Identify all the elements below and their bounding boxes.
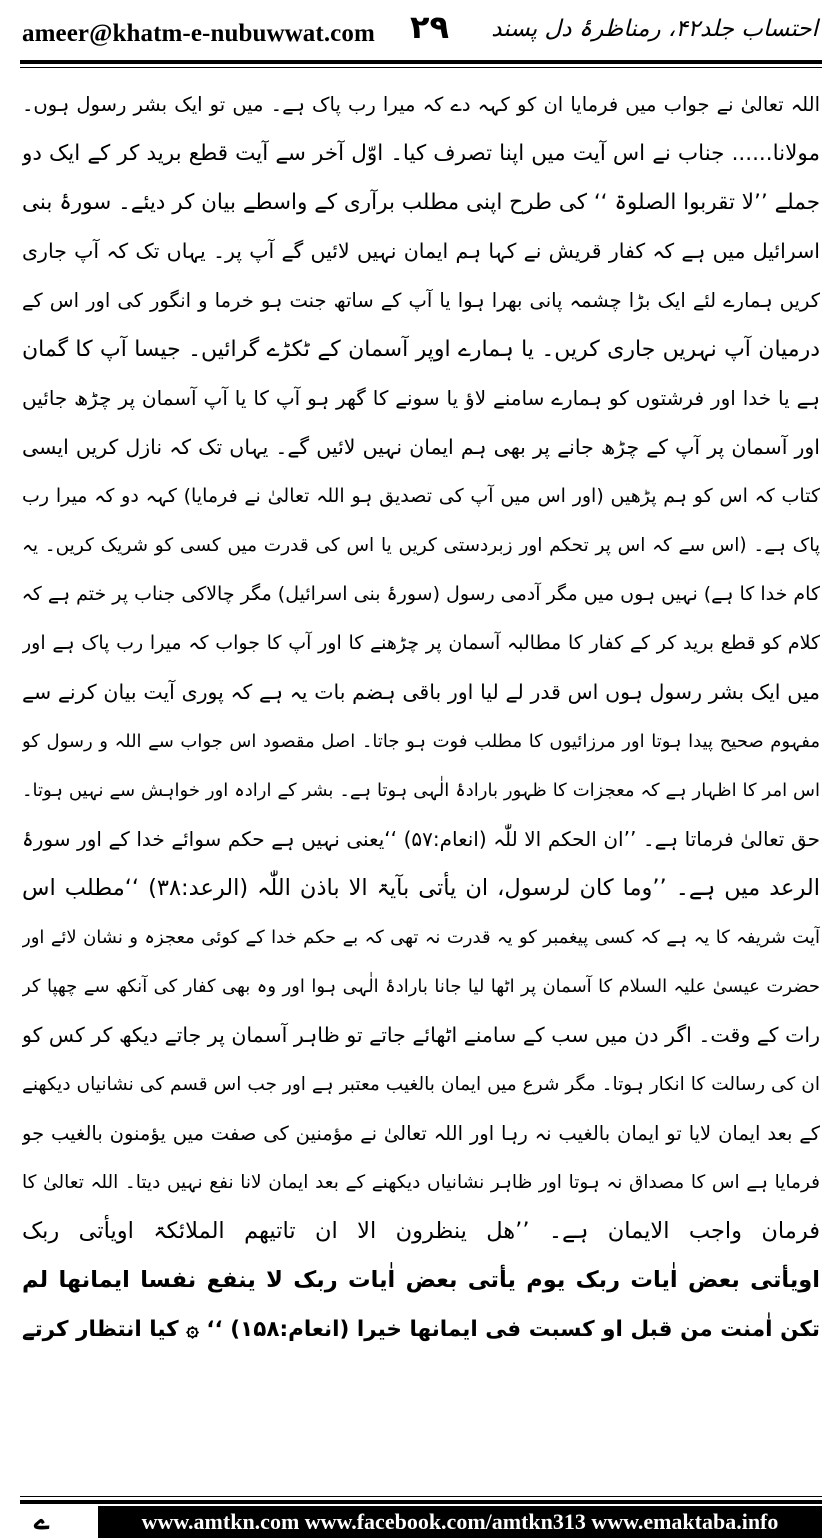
text-line: درمیان آپ نہریں جاری کریں۔ یا ہمارے اوپر آسمان کے ٹکڑے گرائیں۔ جیسا آپ کا گمان	[22, 337, 820, 362]
text-line: آیت شریفہ کا یہ ہے کہ کسی پیغمبر کو یہ قدرت نہ تھی کہ بے حکم خدا کے کوئی معجزہ و نشان لائے اور	[22, 927, 820, 948]
text-line: ان کی رسالت کا انکار ہوتا۔ مگر شرع میں ایمان بالغیب معتبر ہے اور جب اس قسم کی نشانیاں دیکھنے	[22, 1074, 820, 1095]
text-line: تکن اٰمنت من قبل او کسبت فی ایمانھا خیرا (انعام:۱۵۸) ‘‘ ۞ کیا انتظار کرتے	[22, 1317, 820, 1342]
sheet-mark: ے	[20, 1506, 95, 1538]
text-line: اویأتی بعض اٰیات ربک یوم یأتی بعض اٰیات ربک لا ینفع نفسا ایمانھا لم	[22, 1267, 820, 1293]
page-number: ۲۹	[410, 8, 450, 46]
text-line: ہے یا خدا اور فرشتوں کو ہمارے سامنے لاؤ یا سونے کا گھر ہو آپ کا یا آپ آسمان پر چڑھ جائیں	[22, 386, 820, 410]
page-footer	[0, 1496, 840, 1540]
text-line: اسرائیل میں ہے کہ کفار قریش نے کہا ہم ایمان نہیں لائیں گے آپ پر۔ یہاں تک کہ آپ جاری	[22, 239, 820, 263]
text-line: اللہ تعالیٰ نے جواب میں فرمایا ان کو کہہ دے کہ میرا رب پاک ہے۔ میں تو ایک بشر رسول ہوں۔	[22, 93, 820, 116]
text-line: کام خدا کا ہے) نہیں ہوں میں مگر آدمی رسول (سورۂ بنی اسرائیل) مگر چالاکی جناب پر ختم ہے کہ	[22, 583, 820, 605]
text-line: مولانا...... جناب نے اس آیت میں اپنا تصرف کیا۔ اوّل آخر سے آیت قطع برید کر کے ایک دو	[22, 141, 820, 166]
text-line: کلام کو قطع برید کر کے کفار کا مطالبہ آسمان پر چڑھنے کا اور آپ کا جواب کہ میرا رب پاک ہے اور	[22, 632, 820, 654]
body-text	[22, 80, 820, 1354]
footer-links: www.amtkn.com www.facebook.com/amtkn313 www.emaktaba.info	[98, 1506, 822, 1538]
text-line: فرمایا ہے اس کا مصداق نہ ہوتا اور ظاہر نشانیاں دیکھنے کے بعد ایمان لانا نفع نہیں دیتا۔ اللہ تعالیٰ کا	[22, 1172, 820, 1193]
footer-rule-thick	[20, 1500, 822, 1504]
text-line: اس امر کا اظہار ہے کہ معجزات کا ظہور بارادۂ الٰہی ہوتا ہے۔ بشر کے ارادہ اور خواہش سے نہیں ہوتا۔	[22, 780, 820, 801]
text-line: اور آسمان پر آپ کے چڑھ جانے پر بھی ہم ایمان نہیں لائیں گے۔ یہاں تک کہ نازل کریں ایسی	[22, 435, 820, 459]
text-line: مفہوم صحیح پیدا ہوتا اور مرزائیوں کا مطلب فوت ہو جاتا۔ اصل مقصود اس جواب سے اللہ و رسول کو	[22, 731, 820, 752]
footer-rule-thin	[20, 1496, 822, 1497]
header-rule-thin	[20, 67, 822, 68]
text-line: رات کے وقت۔ اگر دن میں سب کے سامنے اٹھائے جاتے تو ظاہر آسمان پر جاتے دیکھ کر کس کو	[22, 1023, 820, 1047]
text-line: حق تعالیٰ فرماتا ہے۔ ’’ان الحکم الا للّٰہ (انعام:۵۷) ‘‘یعنی نہیں ہے حکم سوائے خدا کے اور سورۂ	[22, 827, 820, 851]
text-line: کریں ہمارے لئے ایک بڑا چشمہ پانی بھرا ہوا یا آپ کے ساتھ جنت ہو خرما و انگور کی اور اس کے	[22, 289, 820, 312]
text-line: پاک ہے۔ (اس سے کہ اس پر تحکم اور زبردستی کریں یا اس کی قدرت میں کسی کو شریک کریں۔ یہ	[22, 535, 820, 556]
text-line: حضرت عیسیٰ علیہ السلام کا آسمان پر اٹھا لیا جانا بارادۂ الٰہی ہوا اور وہ بھی کفار کی آنکھ سے چھپا کر	[22, 976, 820, 997]
text-line: کتاب کہ اس کو ہم پڑھیں (اور اس میں آپ کی تصدیق ہو اللہ تعالیٰ نے فرمایا) کہہ دو کہ میرا رب	[22, 485, 820, 507]
book-title: احتساب جلد۴۲، رمناظرۂ دل پسند	[491, 16, 818, 42]
header-email: ameer@khatm-e-nubuwwat.com	[22, 20, 375, 47]
text-line: میں ایک بشر رسول ہوں اس قدر لے لیا اور باقی ہضم بات یہ ہے کہ پوری آیت بیان کرنے سے	[22, 680, 820, 704]
text-line: جملے ’’لا تقربوا الصلوۃ ‘‘ کی طرح اپنی مطلب برآری کے واسطے بیان کر دیئے۔ سورۂ بنی	[22, 190, 820, 215]
header-rule-thick	[20, 60, 822, 64]
page-header	[22, 6, 820, 56]
text-line: فرمان واجب الایمان ہے۔ ’’ھل ینظرون الا ان تاتیھم الملائکۃ اویأتی ربک	[22, 1218, 820, 1244]
text-line: الرعد میں ہے۔ ’’وما کان لرسول، ان یأتی بآیۃ الا باذن اللّٰہ (الرعد:۳۸) ‘‘مطلب اس	[22, 875, 820, 901]
text-line: کے بعد ایمان لایا تو ایمان بالغیب نہ رہا اور اللہ تعالیٰ نے مؤمنین کی صفت میں یؤمنون بالغیب جو	[22, 1122, 820, 1145]
